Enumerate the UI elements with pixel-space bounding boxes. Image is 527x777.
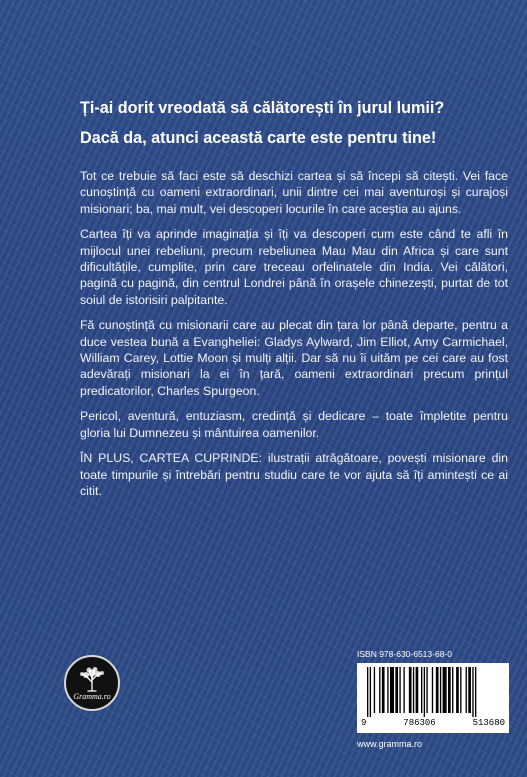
barcode-bar bbox=[436, 667, 439, 713]
barcode-digit-group-1: 786306 bbox=[403, 718, 436, 728]
barcode-bar bbox=[466, 667, 467, 713]
tree-icon bbox=[77, 666, 107, 692]
blurb-paragraph: Tot ce trebuie să faci este să deschizi cartea și să începi să citești. Vei face cunoștință cu oameni extraordinari, unii dintre cei mai aventuroși și curajoși misionari; ba, mai mult, vei descoperi locurile în care aceștia au ajuns. bbox=[80, 169, 508, 216]
barcode-bar bbox=[379, 667, 380, 713]
publisher-logo-text: Gramma.ro bbox=[73, 691, 111, 701]
barcode-bar bbox=[424, 667, 425, 717]
barcode-bar bbox=[382, 667, 385, 713]
barcode-digit-first: 9 bbox=[361, 718, 367, 728]
barcode-bar bbox=[370, 667, 371, 717]
headline-line-2: Dacă da, atunci această carte este pentru tine! bbox=[80, 129, 437, 147]
barcode-digits bbox=[361, 718, 505, 728]
blurb-paragraph: ÎN PLUS, CARTEA CUPRINDE: ilustrații atrăgătoare, povești misionare din toate timpurile și întrebări pentru studiu care te vor ajuta să îți amintești ce ai citit. bbox=[80, 451, 508, 498]
barcode-bar bbox=[413, 667, 414, 713]
barcode-block bbox=[357, 649, 509, 733]
barcode-bar bbox=[440, 667, 441, 713]
barcode-bar bbox=[472, 667, 473, 717]
blurb-paragraph: Cartea îți va aprinde imaginația și îți va descoperi cum este când te afli în mijlocul unei rebeliuni, precum rebeliunea Mau Mau din Africa și care sunt dificultățile, cumplite, prin care treceau orfelinatele din India. Vei călători, pagină cu pagină, din centrul Londrei până în orașele chinezești, purtat de tot soiul de istorisiri palpitante. bbox=[80, 227, 508, 307]
publisher-logo bbox=[64, 655, 120, 711]
barcode-bar bbox=[452, 667, 453, 713]
headline bbox=[80, 93, 510, 153]
barcode-bar bbox=[456, 667, 459, 713]
barcode-bar bbox=[475, 667, 476, 717]
barcode-bar bbox=[367, 667, 368, 717]
barcode-bar bbox=[399, 667, 400, 713]
publisher-website[interactable]: www.gramma.ro bbox=[357, 739, 423, 749]
barcode-bars bbox=[361, 667, 505, 717]
barcode-bar bbox=[387, 667, 388, 713]
barcode-bar bbox=[426, 667, 427, 713]
barcode-bar bbox=[416, 667, 419, 713]
barcode-bar bbox=[448, 667, 451, 713]
barcode-bar bbox=[460, 667, 461, 713]
barcode-bar bbox=[409, 667, 412, 713]
barcode-bar bbox=[443, 667, 447, 713]
barcode-bar bbox=[421, 667, 422, 713]
blurb-paragraph: Fă cunoștință cu misionarii care au plecat din țara lor până departe, pentru a duce vestea bună a Evangheliei: Gladys Aylward, Jim Elliot, Amy Carmichael, William Carey, Lottie Moon și mulți alții. Dar să nu îi uităm pe cei care au fost adevărați misionari la ei în țară, oameni extraordinari precum prințul predicatorilor, Charles Spurgeon. bbox=[80, 318, 508, 398]
blurb bbox=[80, 168, 508, 508]
barcode-bar bbox=[374, 667, 375, 713]
isbn-label: ISBN 978-630-6513-68-0 bbox=[357, 649, 452, 659]
barcode-bar bbox=[395, 667, 398, 713]
barcode-bar bbox=[403, 667, 404, 713]
barcode-bar bbox=[432, 667, 433, 713]
barcode-bar bbox=[390, 667, 394, 713]
headline-line-1: Ți-ai dorit vreodată să călătorești în jurul lumii? bbox=[80, 99, 445, 117]
barcode bbox=[357, 663, 509, 733]
barcode-bar bbox=[468, 667, 471, 713]
barcode-digit-group-2: 513680 bbox=[472, 718, 505, 728]
blurb-paragraph: Pericol, aventură, entuziasm, credință și dedicare – toate împletite pentru gloria lui Dumnezeu și mântuirea oamenilor. bbox=[80, 409, 508, 440]
